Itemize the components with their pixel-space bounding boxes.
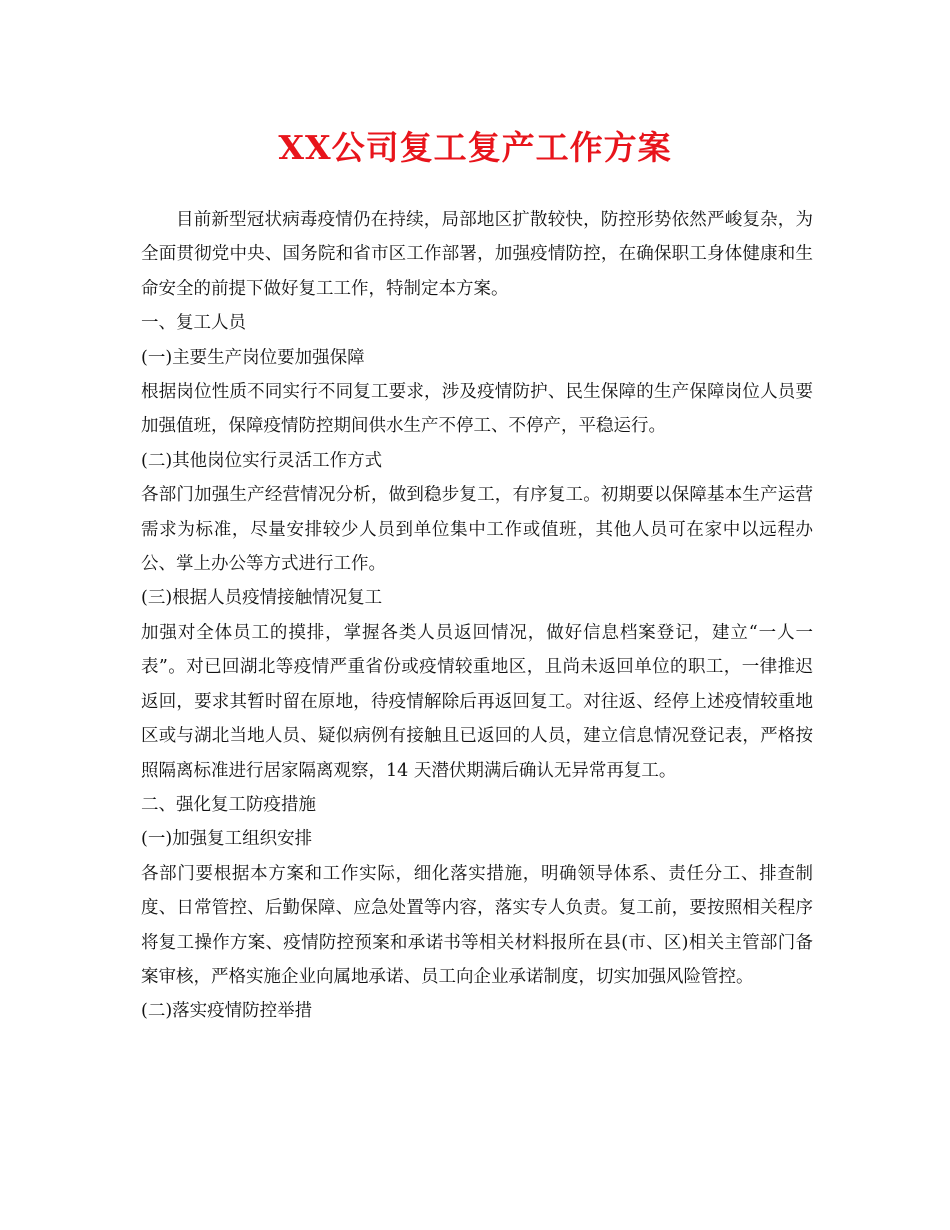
subsection-heading-2-1: (一)加强复工组织安排: [141, 829, 313, 850]
body-paragraph: 加强对全体员工的摸排，掌握各类人员返回情况，做好信息档案登记，建立“一人一表”。对已回湖北等疫情严重省份或疫情较重地区，且尚未返回单位的职工，一律推迟返回，要求其暂时留在原地，待疫情解除后再返回复工。对往返、经停上述疫情较重地区或与湖北当地人员、疑似病例有接触且已返回的人员，建立信息情况登记表，严格按照隔离标准进行居家隔离观察，14 天潜伏期满后确认无异常再复工。: [141, 622, 813, 781]
intro-paragraph: 目前新型冠状病毒疫情仍在持续，局部地区扩散较快，防控形势依然严峻复杂，为全面贯彻党中央、国务院和省市区工作部署，加强疫情防控，在确保职工身体健康和生命安全的前提下做好复工工作，特制定本方案。: [141, 210, 813, 299]
subsection-heading-1-2: (二)其他岗位实行灵活工作方式: [141, 450, 383, 471]
body-paragraph: 根据岗位性质不同实行不同复工要求，涉及疫情防护、民生保障的生产保障岗位人员要加强值班，保障疫情防控期间供水生产不停工、不停产，平稳运行。: [141, 382, 813, 437]
subsection-heading-1-3: (三)根据人员疫情接触情况复工: [141, 588, 383, 609]
section-heading-1: 一、复工人员: [141, 313, 246, 334]
section-heading-2: 二、强化复工防疫措施: [141, 794, 316, 815]
subsection-heading-1-1: (一)主要生产岗位要加强保障: [141, 347, 365, 368]
document-title: XX公司复工复产工作方案: [278, 128, 672, 167]
body-paragraph: 各部门加强生产经营情况分析，做到稳步复工，有序复工。初期要以保障基本生产运营需求为标准，尽量安排较少人员到单位集中工作或值班，其他人员可在家中以远程办公、掌上办公等方式进行工作。: [141, 485, 813, 575]
subsection-heading-2-2: (二)落实疫情防控举措: [141, 1001, 313, 1022]
document-body: [141, 203, 813, 1029]
body-paragraph: 各部门要根据本方案和工作实际，细化落实措施，明确领导体系、责任分工、排查制度、日常管控、后勤保障、应急处置等内容，落实专人负责。复工前，要按照相关程序将复工操作方案、疫情防控预案和承诺书等相关材料报所在县(市、区)相关主管部门备案审核，严格实施企业向属地承诺、员工向企业承诺制度，切实加强风险管控。: [141, 863, 813, 987]
